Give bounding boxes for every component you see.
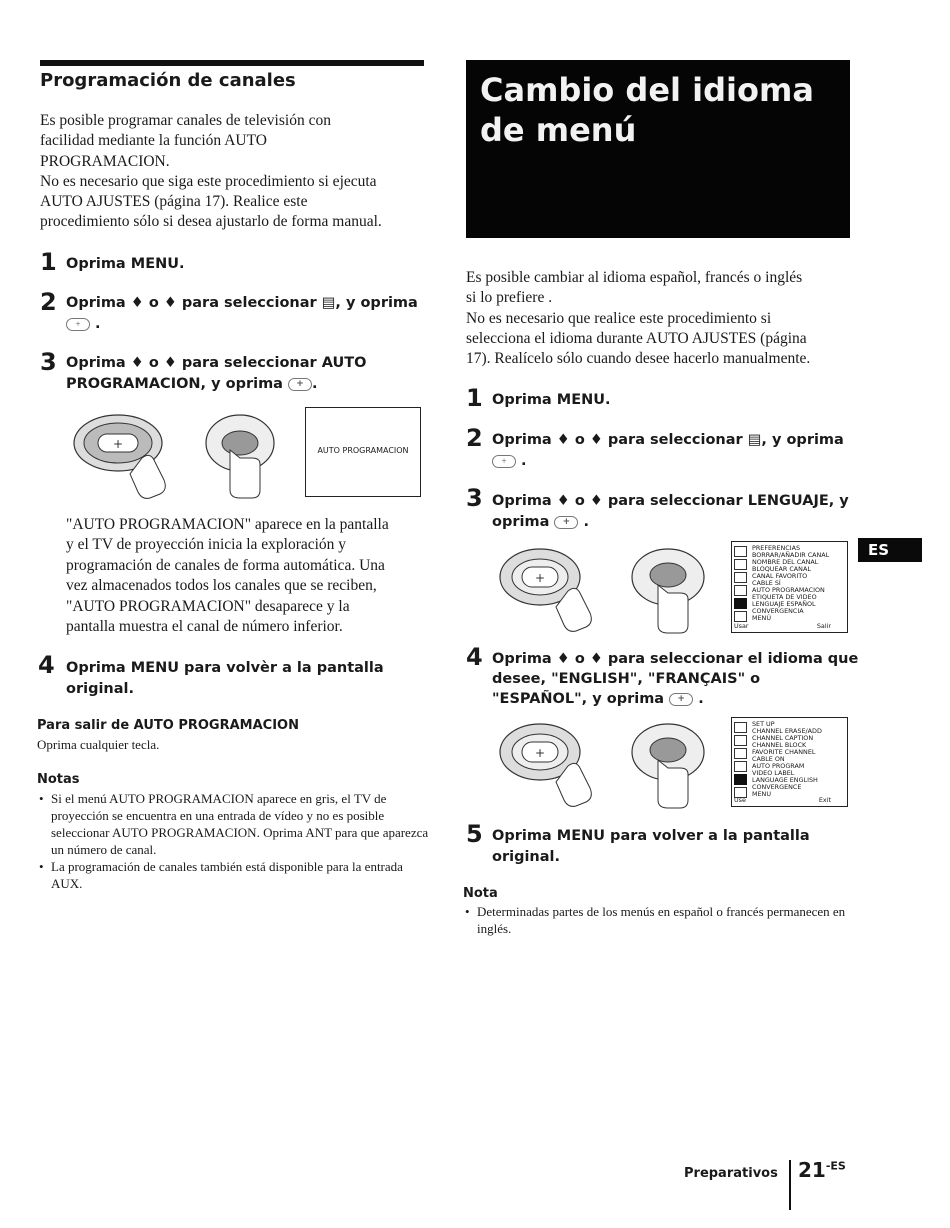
intro-paragraph-right	[466, 268, 866, 369]
remote-press-illustration	[200, 410, 290, 500]
step-text: Oprima ♦ o ♦ para seleccionar AUTO	[66, 355, 367, 371]
menu-item: PREFERENCIAS	[752, 544, 801, 552]
step-number: 5	[466, 820, 483, 848]
note-list	[463, 903, 857, 937]
intro-line: Es posible cambiar al idioma español, francés o inglés	[466, 269, 803, 286]
screen-label: AUTO PROGRAMACION	[317, 446, 409, 455]
step-text: Oprima ♦ o ♦ para seleccionar ▤, y oprima	[492, 432, 844, 448]
tv-screen-box	[305, 407, 421, 497]
step-text-cont: "ESPAÑOL", y oprima + .	[492, 691, 704, 707]
svg-text:+: +	[112, 437, 124, 451]
exit-text: Oprima cualquier tecla.	[37, 737, 160, 752]
svg-text:+: +	[534, 571, 546, 585]
menu-item: CABLE ON	[752, 755, 785, 763]
intro-line: 17). Realícelo sólo cuando desee hacerlo manualmente.	[466, 350, 811, 368]
menu-item: CHANNEL CAPTION	[752, 734, 814, 742]
menu-item: VIDEO LABEL	[752, 769, 795, 777]
menu-item: CHANNEL BLOCK	[752, 741, 807, 749]
section-title: Programación de canales	[40, 70, 296, 91]
menu-item: MENU	[752, 790, 772, 798]
result-line: y el TV de proyección inicia la exploración y	[66, 536, 347, 554]
remote-joystick-illustration	[498, 720, 618, 810]
note-item: • Si el menú AUTO PROGRAMACION aparece en gris, el TV de proyección se encuentra en una entrada de vídeo y no es posible seleccionar AUTO PROGRAMACION. Oprima ANT para que aparezca un número de canal.	[51, 790, 436, 858]
step-text: Oprima MENU para volver a la pantalla	[492, 828, 810, 844]
step-number: 3	[40, 348, 57, 376]
intro-line: selecciona el idioma durante AUTO AJUSTES (página	[466, 329, 807, 347]
result-paragraph	[66, 515, 426, 637]
section-rule	[40, 60, 424, 66]
ok-button-icon: + .	[492, 451, 527, 471]
intro-paragraph	[40, 111, 430, 233]
note-heading: Nota	[463, 886, 498, 901]
ok-button-icon: +	[288, 378, 312, 391]
intro-line: PROGRAMACION.	[40, 152, 170, 170]
menu-items	[752, 545, 829, 622]
menu-item: NOMBRE DEL CANAL	[752, 558, 819, 566]
page-number: $21^{-ES}$	[798, 1158, 846, 1182]
step-number: 3	[466, 484, 483, 512]
menu-item: AUTO PROGRAMACION	[752, 586, 825, 594]
notes-heading: Notas	[37, 772, 80, 787]
menu-item: MENÚ	[752, 614, 772, 622]
step-number: 4	[466, 643, 483, 671]
banner-title-line: de menú	[480, 111, 637, 149]
menu-item: CANAL FAVORITO	[752, 572, 808, 580]
menu-icon-column	[734, 722, 748, 798]
result-line: "AUTO PROGRAMACION" desaparece y la	[66, 597, 350, 615]
step-text: Oprima ♦ o ♦ para seleccionar el idioma que	[492, 651, 859, 667]
menu-footer-exit: Exit	[818, 796, 831, 804]
intro-line: si lo prefiere .	[466, 289, 553, 307]
banner-title	[480, 70, 840, 150]
remote-joystick-illustration	[70, 410, 190, 500]
intro-line: facilidad mediante la función AUTO	[40, 132, 267, 150]
step-number: 1	[466, 384, 483, 412]
menu-item: CONVERGENCE	[752, 783, 802, 791]
step-number: 2	[40, 288, 57, 316]
result-line: pantalla muestra el canal de número inferior.	[66, 618, 343, 636]
result-line: vez almacenados todos los canales que se reciben,	[66, 577, 377, 595]
step-text: Oprima MENU.	[66, 256, 185, 272]
step-text-cont: PROGRAMACION, y oprima + .	[66, 376, 318, 392]
ok-button-icon: +	[669, 693, 693, 706]
remote-joystick-illustration	[498, 545, 618, 635]
menu-item: SET UP	[752, 720, 775, 728]
notes-list	[37, 790, 436, 892]
step-text-cont: original.	[66, 681, 135, 697]
menu-item: CONVERGENCIA	[752, 607, 804, 615]
banner-title-line: Cambio del idioma	[480, 71, 814, 109]
intro-line: Es posible programar canales de televisión con	[40, 112, 331, 129]
menu-item-selected: LENGUAJE ESPAÑOL	[752, 600, 816, 608]
step-text-cont: oprima + .	[492, 514, 589, 530]
footer-section-label: Preparativos	[684, 1166, 778, 1181]
result-line: "AUTO PROGRAMACION" aparece en la pantalla	[66, 516, 389, 533]
step-text: Oprima ♦ o ♦ para seleccionar ▤, y oprima	[66, 295, 418, 311]
menu-footer-use: Usar	[734, 622, 749, 630]
note-item: • Determinadas partes de los menús en español o francés permanecen en inglés.	[477, 903, 857, 937]
menu-item: CABLE SÍ	[752, 579, 781, 587]
menu-screen-spanish	[731, 541, 848, 633]
menu-screen-english	[731, 717, 848, 807]
ok-button-icon: + .	[66, 314, 101, 334]
step-text: Oprima MENU.	[492, 392, 611, 408]
menu-item: BLOQUEAR CANAL	[752, 565, 811, 573]
step-text-cont: desee, "ENGLISH", "FRANÇAIS" o	[492, 671, 761, 687]
menu-item: FAVORITE CHANNEL	[752, 748, 816, 756]
menu-items	[752, 721, 822, 798]
ok-button-icon: +	[554, 516, 578, 529]
menu-footer-use: Use	[734, 796, 746, 804]
language-badge: ES	[858, 538, 922, 562]
intro-line: procedimiento sólo si desea ajustarlo de forma manual.	[40, 213, 382, 231]
intro-line: AUTO AJUSTES (página 17). Realice este	[40, 193, 308, 211]
exit-heading: Para salir de AUTO PROGRAMACION	[37, 718, 299, 733]
menu-item: AUTO PROGRAM	[752, 762, 805, 770]
svg-text:+: +	[534, 746, 546, 760]
note-item: • La programación de canales también está disponible para la entrada AUX.	[51, 858, 436, 892]
footer-divider	[789, 1160, 791, 1210]
step-number: 2	[466, 424, 483, 452]
intro-line: No es necesario que realice este procedimiento si	[466, 309, 772, 327]
remote-press-illustration	[628, 720, 718, 810]
step-text-cont: original.	[492, 849, 561, 865]
result-line: programación de canales de forma automática. Una	[66, 556, 385, 574]
step-text: Oprima MENU para volvèr a la pantalla	[66, 660, 384, 676]
menu-item: CHANNEL ERASE/ADD	[752, 727, 822, 735]
menu-footer-exit: Salir	[816, 622, 831, 630]
step-text: Oprima ♦ o ♦ para seleccionar LENGUAJE, y	[492, 493, 849, 509]
step-number: 4	[38, 651, 55, 679]
step-number: 1	[40, 248, 57, 276]
menu-icon-column	[734, 546, 748, 622]
remote-press-illustration	[628, 545, 718, 635]
menu-item: ETIQUETA DE VIDEO	[752, 593, 817, 601]
intro-line: No es necesario que siga este procedimiento si ejecuta	[40, 172, 377, 190]
menu-item: BORRAR/AÑADIR CANAL	[752, 551, 830, 559]
menu-item-selected: LANGUAGE ENGLISH	[752, 776, 818, 784]
